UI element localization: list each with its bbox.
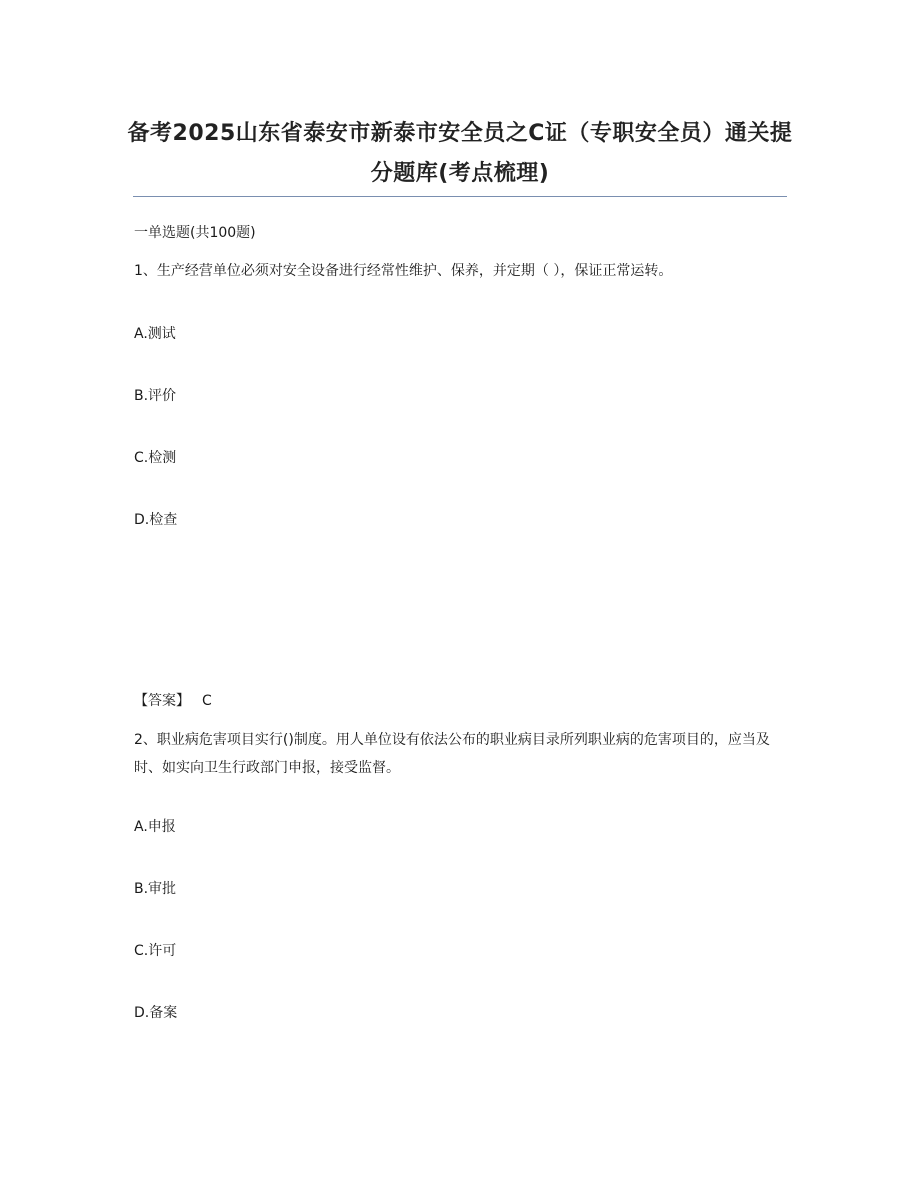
title-divider bbox=[133, 196, 787, 197]
answer-label: 【答案】 bbox=[134, 693, 190, 709]
question-2-option-b: B.审批 bbox=[134, 881, 177, 897]
section-heading: 一单选题(共100题) bbox=[134, 225, 256, 241]
question-1-option-c: C.检测 bbox=[134, 450, 177, 466]
question-2-option-c: C.许可 bbox=[134, 943, 177, 959]
question-1-option-b: B.评价 bbox=[134, 388, 177, 404]
question-2-option-d: D.备案 bbox=[134, 1005, 178, 1021]
question-1-option-a: A.测试 bbox=[134, 326, 176, 342]
question-1-option-d: D.检查 bbox=[134, 512, 178, 528]
question-2-text: 2、职业病危害项目实行()制度。用人单位设有依法公布的职业病目录所列职业病的危害项目的，应当及时、如实向卫生行政部门申报，接受监督。 bbox=[134, 732, 770, 776]
question-2-option-a: A.申报 bbox=[134, 819, 176, 835]
question-1-text: 1、生产经营单位必须对安全设备进行经常性维护、保养，并定期（ ），保证正常运转。 bbox=[134, 263, 673, 279]
page-title: 备考2025山东省泰安市新泰市安全员之C证（专职安全员）通关提分题库(考点梳理) bbox=[127, 121, 793, 186]
question-1-answer bbox=[134, 691, 212, 711]
answer-value: C bbox=[202, 693, 212, 709]
